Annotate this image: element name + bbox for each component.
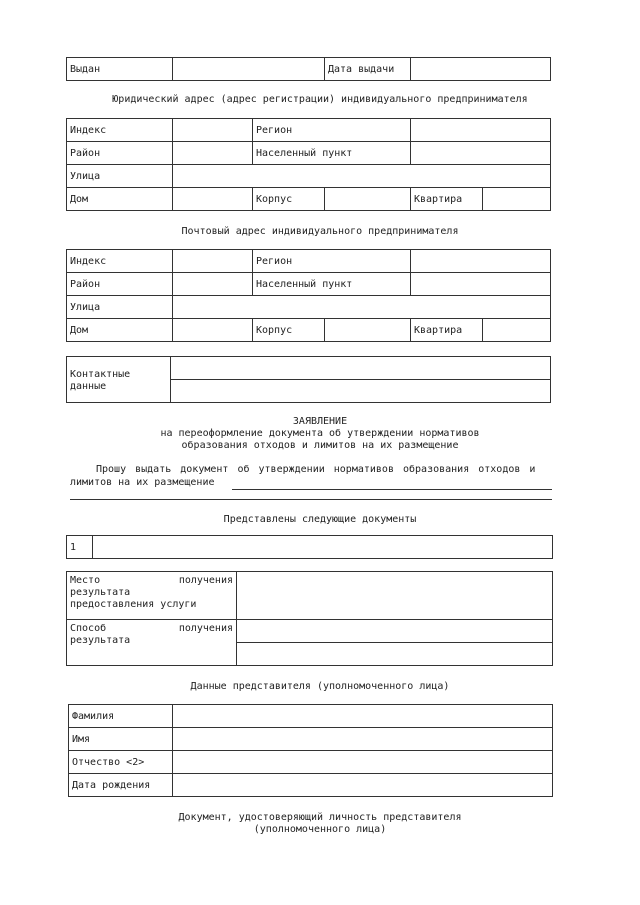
legal-locality-label: Населенный пункт (253, 142, 411, 165)
legal-house-field[interactable] (173, 188, 253, 211)
statement-body-line2: лимитов на их размещение (70, 477, 215, 488)
legal-street-field[interactable] (173, 165, 551, 188)
document-row-number: 1 (67, 536, 93, 559)
legal-index-label: Индекс (67, 119, 173, 142)
contacts-label (67, 357, 171, 403)
representative-heading: Данные представителя (уполномоченного лица) (190, 681, 450, 692)
result-place-field[interactable] (237, 572, 553, 620)
issue-date-label: Дата выдачи (325, 58, 411, 81)
statement-subtitle-line1: на переоформление документа об утверждении нормативов (160, 428, 480, 439)
rep-birthdate-field[interactable] (173, 774, 553, 797)
result-place-label (67, 572, 237, 620)
result-place-line2: результата (70, 587, 131, 598)
postal-street-field[interactable] (173, 296, 551, 319)
postal-district-field[interactable] (173, 273, 253, 296)
contacts-table (66, 356, 551, 403)
contacts-label-line1: Контактные (70, 369, 131, 380)
postal-building-field[interactable] (325, 319, 411, 342)
rep-name-label: Имя (69, 728, 173, 751)
identity-doc-line1: Документ, удостоверяющий личность представителя (178, 812, 462, 823)
result-method-label (67, 620, 237, 666)
legal-address-heading: Юридический адрес (адрес регистрации) индивидуального предпринимателя (112, 94, 528, 105)
document-row-field[interactable] (93, 536, 553, 559)
postal-apartment-label: Квартира (411, 319, 483, 342)
statement-subtitle-line2: образования отходов и лимитов на их размещение (181, 440, 459, 451)
postal-region-label: Регион (253, 250, 411, 273)
rep-patronymic-field[interactable] (173, 751, 553, 774)
rep-name-field[interactable] (173, 728, 553, 751)
result-method-word1: Способ (70, 623, 107, 634)
postal-building-label: Корпус (253, 319, 325, 342)
issue-date-field[interactable] (411, 58, 551, 81)
issued-field[interactable] (173, 58, 325, 81)
legal-building-field[interactable] (325, 188, 411, 211)
statement-title: ЗАЯВЛЕНИЕ (292, 416, 348, 427)
postal-district-label: Район (67, 273, 173, 296)
result-place-word2: получения (178, 575, 233, 586)
statement-body-line1 (96, 464, 552, 476)
legal-house-label: Дом (67, 188, 173, 211)
rep-surname-label: Фамилия (69, 705, 173, 728)
postal-house-label: Дом (67, 319, 173, 342)
representative-table (68, 704, 553, 797)
postal-locality-label: Населенный пункт (253, 273, 411, 296)
statement-underline-2[interactable] (70, 499, 552, 500)
documents-table (66, 535, 553, 559)
postal-index-field[interactable] (173, 250, 253, 273)
rep-birthdate-label: Дата рождения (69, 774, 173, 797)
postal-address-heading: Почтовый адрес индивидуального предпринимателя (181, 226, 459, 237)
legal-apartment-label: Квартира (411, 188, 483, 211)
postal-street-label: Улица (67, 296, 173, 319)
result-method-line2: результата (70, 635, 131, 646)
result-method-field-1[interactable] (237, 620, 553, 643)
rep-surname-field[interactable] (173, 705, 553, 728)
legal-address-table (66, 118, 551, 211)
legal-apartment-field[interactable] (483, 188, 551, 211)
rep-patronymic-label: Отчество <2> (69, 751, 173, 774)
postal-region-field[interactable] (411, 250, 551, 273)
result-method-word2: получения (178, 623, 233, 634)
postal-apartment-field[interactable] (483, 319, 551, 342)
statement-body-text1: Прошу выдать документ об утверждении нормативов образования отходов и (96, 464, 536, 475)
documents-heading: Представлены следующие документы (223, 514, 417, 525)
legal-building-label: Корпус (253, 188, 325, 211)
result-place-word1: Место (70, 575, 101, 586)
legal-region-field[interactable] (411, 119, 551, 142)
contacts-field-1[interactable] (171, 357, 551, 380)
contacts-field-2[interactable] (171, 380, 551, 403)
postal-address-table (66, 249, 551, 342)
legal-street-label: Улица (67, 165, 173, 188)
postal-index-label: Индекс (67, 250, 173, 273)
legal-locality-field[interactable] (411, 142, 551, 165)
issued-label: Выдан (67, 58, 173, 81)
result-table (66, 571, 553, 666)
legal-region-label: Регион (253, 119, 411, 142)
result-method-field-2[interactable] (237, 643, 553, 666)
legal-index-field[interactable] (173, 119, 253, 142)
postal-locality-field[interactable] (411, 273, 551, 296)
legal-district-label: Район (67, 142, 173, 165)
legal-district-field[interactable] (173, 142, 253, 165)
statement-underline-1[interactable] (232, 489, 552, 490)
postal-house-field[interactable] (173, 319, 253, 342)
issued-table (66, 57, 551, 81)
contacts-label-line2: данные (70, 381, 107, 392)
result-place-line3: предоставления услуги (70, 599, 197, 610)
identity-doc-line2: (уполномоченного лица) (253, 824, 387, 835)
